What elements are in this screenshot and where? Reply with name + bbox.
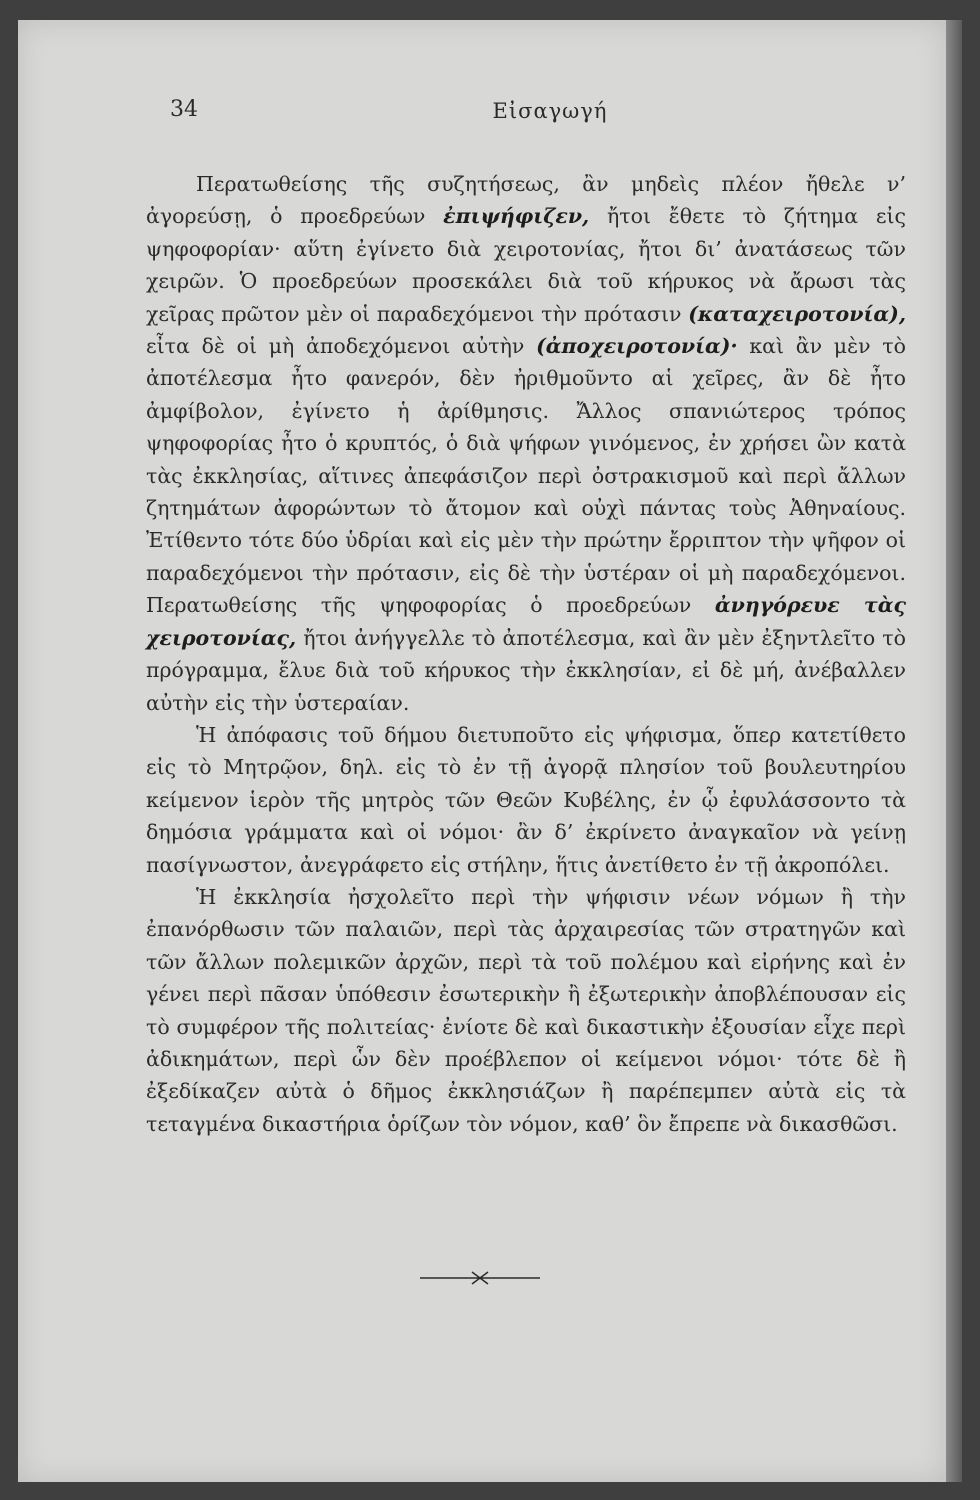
- paragraph-text: Ἡ ἀπόφασις τοῦ δήμου διετυποῦτο εἰς ψήφισμα, ὅπερ κατετίθετο εἰς τὸ Μητρῷον, δηλ. εἰς τὸ ἐν τῇ ἀγορᾷ πλησίον τοῦ βουλευτηρίου κείμενον ἱερὸν τῆς μητρὸς τῶν Θεῶν Κυβέλης, ἐν ᾧ ἐφυλάσσοντο τὰ δημόσια γράμματα καὶ οἱ νόμοι· ἂν δ’ ἐκρίνετο ἀναγκαῖον νὰ γείνῃ πασίγνωστον, ἀνεγράφετο εἰς στήλην, ἥτις ἀνετίθετο ἐν τῇ ἀκροπόλει.: [146, 722, 906, 877]
- paragraph-2: [146, 719, 906, 881]
- end-ornament: [420, 1268, 540, 1288]
- page-number: 34: [170, 97, 198, 122]
- emphasized-term: ἐπιψήφιζεν,: [443, 204, 590, 229]
- emphasized-term: (καταχειροτονία),: [688, 301, 906, 326]
- running-title: Εἰσαγωγή: [492, 99, 608, 123]
- paragraph-text: ἤτοι ἀνήγγελλε τὸ ἀποτέλεσμα, καὶ ἂν μὲν ἐξηντλεῖτο τὸ πρόγραμμα, ἔλυε διὰ τοῦ κήρυκος τὴν ἐκκλησίαν, εἰ δὲ μή, ἀνέβαλλεν αὐτὴν εἰς τὴν ὑστεραίαν.: [146, 625, 906, 715]
- body-text: [146, 168, 906, 1140]
- emphasized-term: ἀνηγόρευε τὰς χειροτονίας,: [146, 593, 906, 650]
- emphasized-term: (ἀποχειροτονία)·: [536, 334, 738, 359]
- page-edge: [946, 20, 962, 1482]
- paragraph-text: εἶτα δὲ οἱ μὴ ἀποδεχόμενοι αὐτὴν: [146, 334, 537, 359]
- paragraph-1: [146, 168, 906, 719]
- paragraph-3: [146, 881, 906, 1140]
- paragraph-text: Ἡ ἐκκλησία ἠσχολεῖτο περὶ τὴν ψήφισιν νέων νόμων ἢ τὴν ἐπανόρθωσιν τῶν παλαιῶν, περὶ τὰς ἀρχαιρεσίας τῶν στρατηγῶν καὶ τῶν ἄλλων πολεμικῶν ἀρχῶν, περὶ τὰ τοῦ πολέμου καὶ εἰρήνης καὶ ἐν γένει περὶ πᾶσαν ὑπόθεσιν ἐσωτερικὴν ἢ ἐξωτερικὴν ἀποβλέπουσαν εἰς τὸ συμφέρον τῆς πολιτείας· ἐνίοτε δὲ καὶ δικαστικὴν ἐξουσίαν εἶχε περὶ ἀδικημάτων, περὶ ὧν δὲν προέβλεπον οἱ κείμενοι νόμοι· τότε δὲ ἢ ἐξεδίκαζεν αὐτὰ ὁ δῆμος ἐκκλησιάζων ἢ παρέπεμπεν αὐτὰ εἰς τὰ τεταγμένα δικαστήρια ὁρίζων τὸν νόμον, καθ’ ὃν ἔπρεπε νὰ δικασθῶσι.: [146, 884, 906, 1136]
- paragraph-text: καὶ ἂν μὲν τὸ ἀποτέλεσμα ἦτο φανερόν, δὲν ἠριθμοῦντο αἱ χεῖρες, ἂν δὲ ἦτο ἀμφίβολον, ἐγίνετο ἡ ἀρίθμησις. Ἄλλος σπανιώτερος τρόπος ψηφοφορίας ἦτο ὁ κρυπτός, ὁ διὰ ψήφων γινόμενος, ἐν χρήσει ὢν κατὰ τὰς ἐκκλησίας, αἵτινες ἀπεφάσιζον περὶ ὀστρακισμοῦ καὶ περὶ ἄλλων ζητημάτων ἀφορώντων τὸ ἄτομον καὶ οὐχὶ πάντας τοὺς Ἀθηναίους. Ἐτίθεντο τότε δύο ὑδρίαι καὶ εἰς μὲν τὴν πρώτην ἔρριπτον τὴν ψῆφον οἱ παραδεχόμενοι τὴν πρότασιν, εἰς δὲ τὴν ὑστέραν οἱ μὴ παραδεχόμενοι. Περατωθείσης τῆς ψηφοφορίας ὁ προεδρεύων: [146, 334, 906, 618]
- paragraph-text: ἤτοι ἔθετε τὸ ζήτημα εἰς ψηφοφορίαν· αὕτη ἐγίνετο διὰ χειροτονίας, ἤτοι δι’ ἀνατάσεως τῶν χειρῶν. Ὁ προεδρεύων προσεκάλει διὰ τοῦ κήρυκος νὰ ἄρωσι τὰς χεῖρας πρῶτον μὲν οἱ παραδεχόμενοι τὴν πρότασιν: [146, 204, 906, 326]
- paragraph-text: Περατωθείσης τῆς συζητήσεως, ἂν μηδεὶς πλέον ἤθελε ν’ ἀγορεύσῃ, ὁ προεδρεύων: [146, 172, 906, 229]
- page-header: [150, 97, 910, 131]
